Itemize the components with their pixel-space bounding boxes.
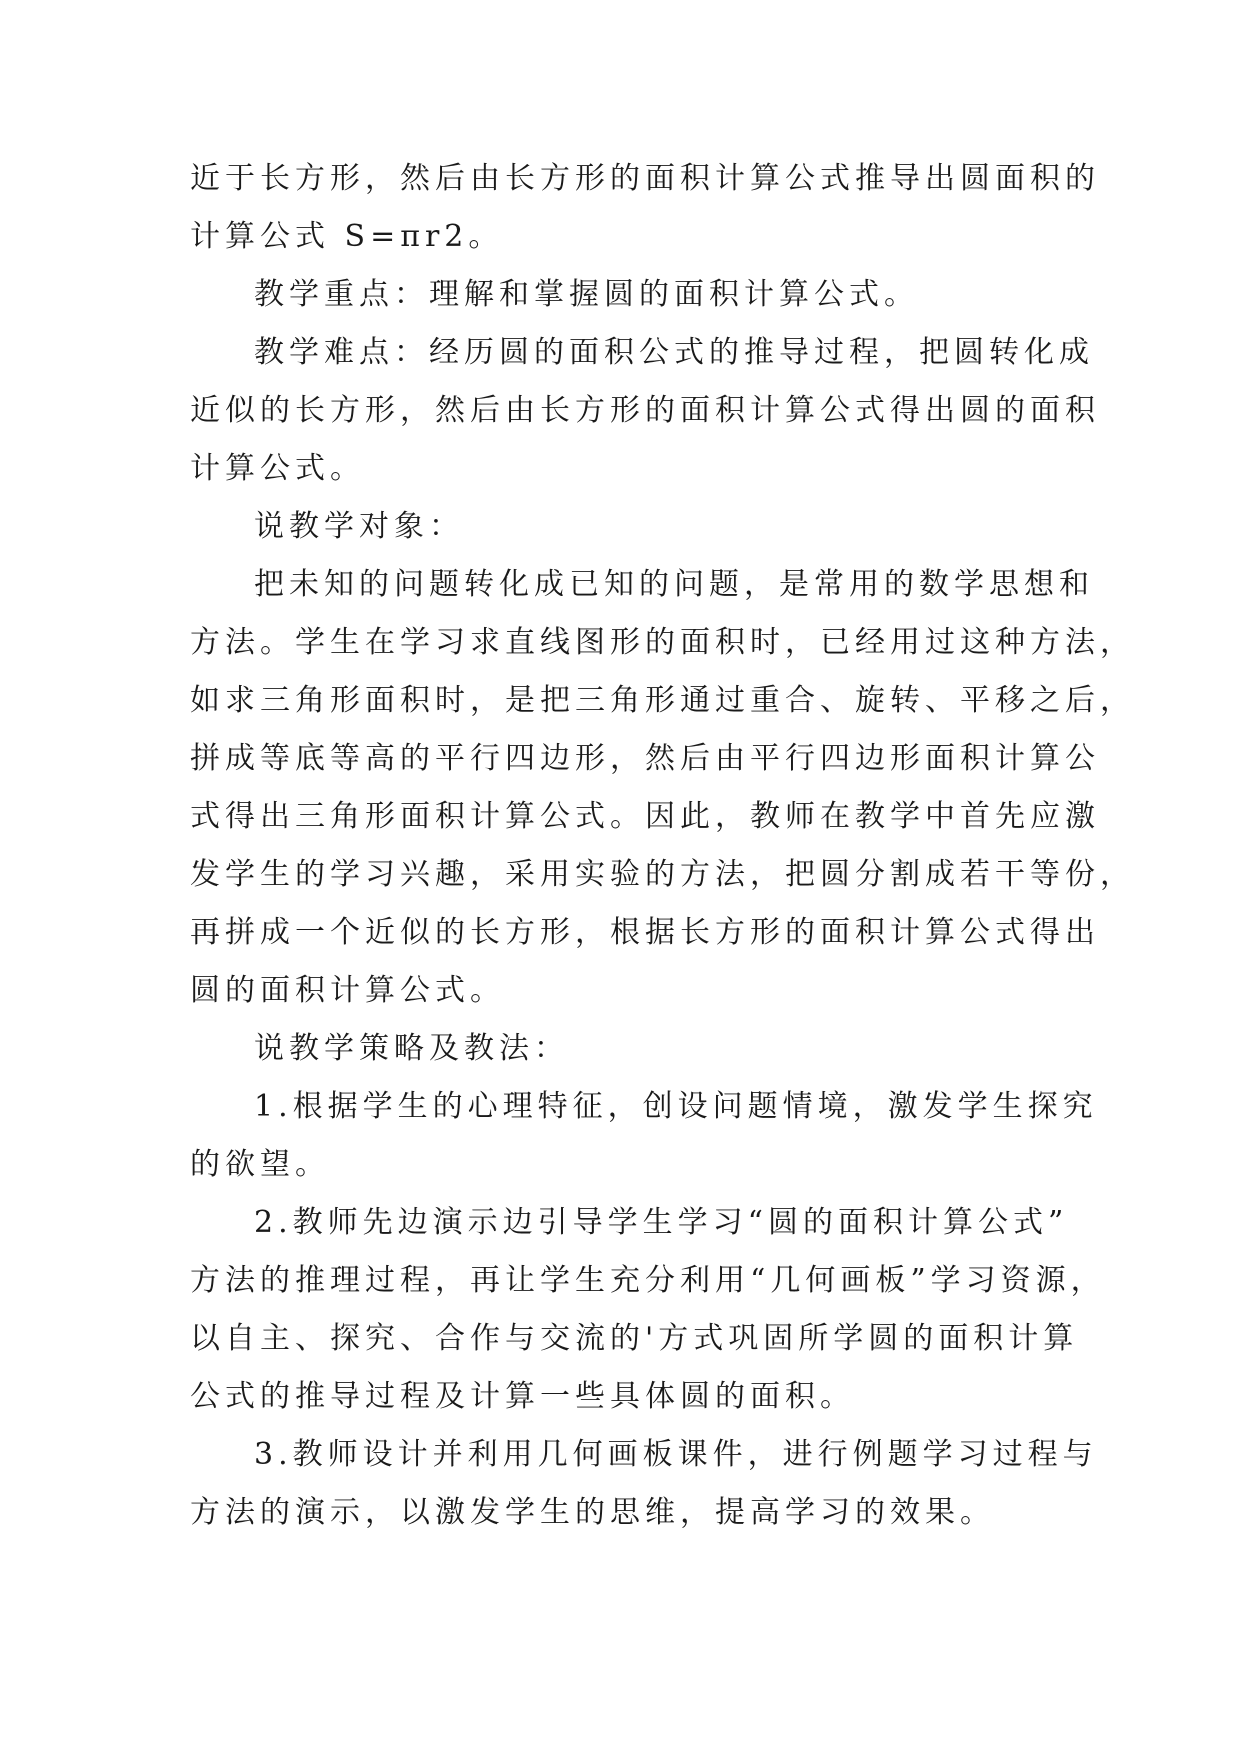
text-line: 教学难点：经历圆的面积公式的推导过程，把圆转化成	[254, 335, 1094, 370]
list-item: 2.教师先边演示边引导学生学习“圆的面积计算公式”	[254, 1205, 1069, 1240]
text-line: 式得出三角形面积计算公式。因此，教师在教学中首先应激	[190, 799, 1100, 834]
text-line: 拼成等底等高的平行四边形，然后由平行四边形面积计算公	[190, 741, 1100, 776]
list-item: 1.根据学生的心理特征，创设问题情境，激发学生探究	[254, 1089, 1098, 1124]
text-line: 圆的面积计算公式。	[190, 973, 505, 1008]
text-line: 方法的演示，以激发学生的思维，提高学习的效果。	[190, 1495, 995, 1530]
text-line: 的欲望。	[190, 1147, 330, 1182]
section-heading: 说教学策略及教法：	[254, 1031, 569, 1066]
document-body	[190, 150, 1135, 1542]
text-line: 以自主、探究、合作与交流的'方式巩固所学圆的面积计算	[190, 1321, 1079, 1356]
text-line: 计算公式。	[190, 451, 365, 486]
text-line: 如求三角形面积时，是把三角形通过重合、旋转、平移之后，	[190, 683, 1135, 718]
text-line: 发学生的学习兴趣，采用实验的方法，把圆分割成若干等份，	[190, 857, 1135, 892]
text-line: 公式的推导过程及计算一些具体圆的面积。	[190, 1379, 855, 1414]
text-line: 方法的推理过程，再让学生充分利用“几何画板”学习资源，	[190, 1263, 1106, 1298]
text-line: 教学重点：理解和掌握圆的面积计算公式。	[254, 277, 919, 312]
text-line: 再拼成一个近似的长方形，根据长方形的面积计算公式得出	[190, 915, 1100, 950]
section-heading: 说教学对象：	[254, 509, 464, 544]
text-line: 计算公式 S=πr2。	[190, 219, 504, 254]
text-line: 把未知的问题转化成已知的问题，是常用的数学思想和	[254, 567, 1094, 602]
text-line: 近似的长方形，然后由长方形的面积计算公式得出圆的面积	[190, 393, 1100, 428]
text-line: 方法。学生在学习求直线图形的面积时，已经用过这种方法，	[190, 625, 1135, 660]
text-line: 近于长方形，然后由长方形的面积计算公式推导出圆面积的	[190, 161, 1100, 196]
list-item: 3.教师设计并利用几何画板课件，进行例题学习过程与	[254, 1437, 1098, 1472]
